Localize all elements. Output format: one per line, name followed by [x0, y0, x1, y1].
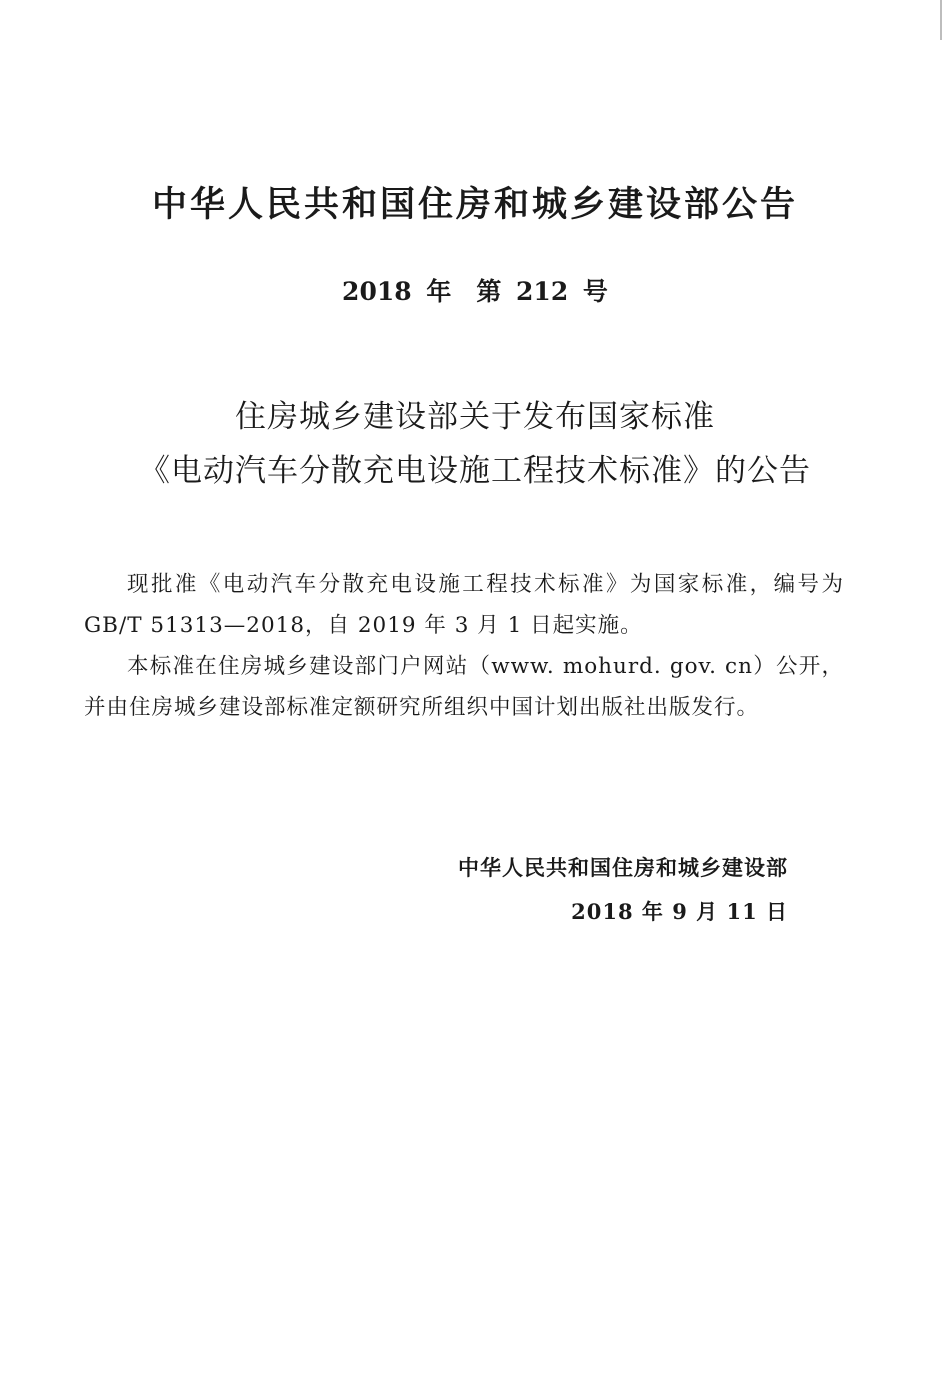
announcement-header: 中华人民共和国住房和城乡建设部公告 [151, 185, 798, 225]
issue-number: 2018 年 第 212 号 [342, 277, 608, 306]
body-paragraph-approval: 现批准《电动汽车分散充电设施工程技术标准》为国家标准，编号为 GB/T 51313—2018，自 2019 年 3 月 1 日起实施。 [84, 572, 844, 638]
body-paragraph-publication: 本标准在住房城乡建设部门户网站（www. mohurd. gov. cn）公开，并由住房城乡建设部标准定额研究所组织中国计划出版社出版发行。 [84, 654, 844, 720]
notice-body [84, 564, 844, 728]
issuer-name: 中华人民共和国住房和城乡建设部 [458, 856, 788, 880]
notice-title-line-1: 住房城乡建设部关于发布国家标准 [235, 399, 715, 435]
notice-title [0, 390, 950, 498]
issue-date: 2018 年 9 月 11 日 [571, 899, 788, 924]
signature-block [458, 846, 788, 934]
page-edge-mark [940, 0, 942, 40]
notice-title-line-2: 《电动汽车分散充电设施工程技术标准》的公告 [139, 453, 811, 489]
